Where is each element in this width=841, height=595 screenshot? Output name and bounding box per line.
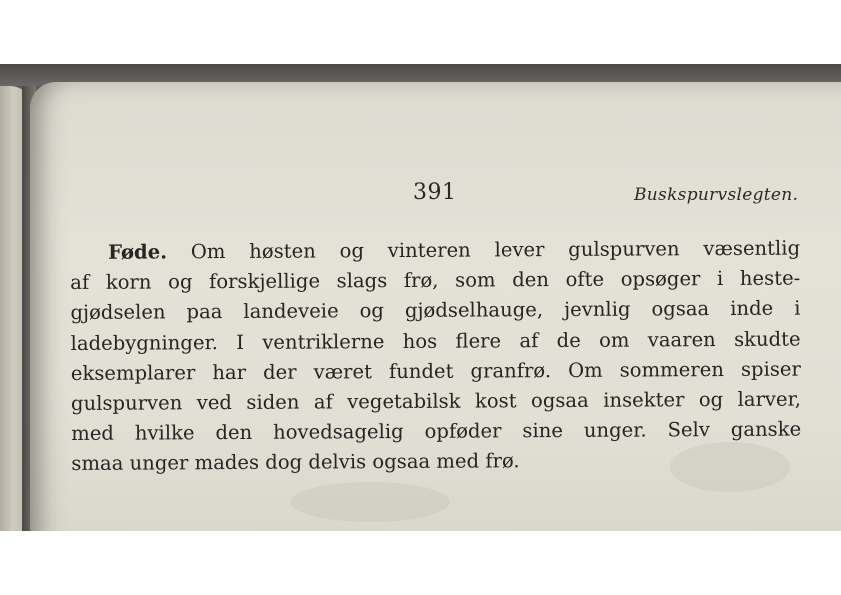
paragraph bbox=[70, 233, 839, 479]
text-line: gulspurven ved siden af vegetabilsk kost ogsaa insekter og larver, bbox=[70, 387, 802, 416]
running-head: Buskspurvslegten. bbox=[634, 185, 799, 205]
text-line: gjødselen paa landeveie og gjødselhauge, jevnlig ogsaa inde i bbox=[70, 296, 801, 325]
text-line: ladebygninger. I ventriklerne hos flere af de om vaaren skudte bbox=[70, 327, 801, 355]
page-number: 391 bbox=[413, 180, 457, 205]
paragraph-lead: Føde. bbox=[108, 240, 168, 264]
book-page bbox=[30, 82, 841, 531]
text-line-rest: Om høsten og vinteren lever gulspurven væsentlig bbox=[190, 236, 801, 264]
text-line: smaa unger mades dog delvis ogsaa med frø. bbox=[71, 449, 520, 476]
paper-stain bbox=[290, 482, 450, 522]
book-photo bbox=[0, 64, 841, 531]
text-line bbox=[70, 234, 800, 269]
text-line: af korn og forskjellige slags frø, som den ofte opsøger i heste- bbox=[70, 266, 801, 295]
text-line: med hvilke den hovedsagelig opføder sine unger. Selv ganske bbox=[71, 417, 802, 446]
text-line: eksemplarer har der været fundet granfrø. Om sommeren spiser bbox=[70, 357, 801, 385]
